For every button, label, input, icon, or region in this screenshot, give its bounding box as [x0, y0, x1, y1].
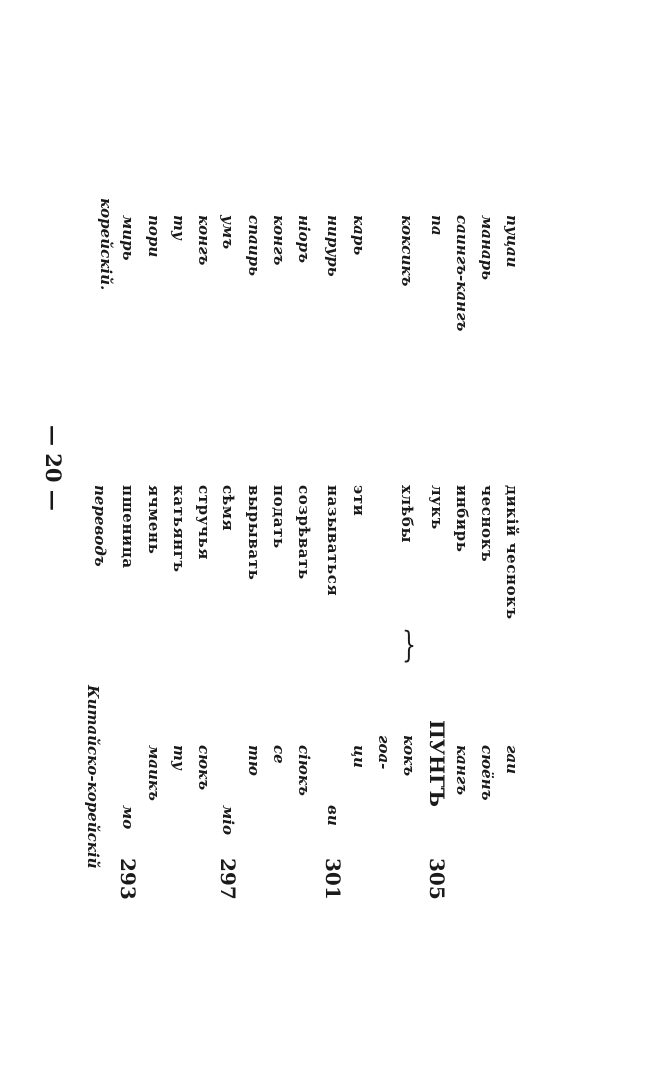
- chinese-korean-word: се: [270, 745, 288, 764]
- korean-word: ніоръ: [295, 215, 313, 264]
- russian-translation: чеснокъ: [478, 485, 496, 563]
- korean-word: конгъ: [270, 215, 288, 266]
- chinese-korean-word: міо: [219, 805, 237, 835]
- chinese-korean-word: тю: [245, 745, 263, 776]
- russian-translation: сѣмя: [219, 485, 237, 532]
- chinese-korean-word: ци: [350, 745, 368, 768]
- russian-translation: называться: [324, 485, 342, 597]
- russian-translation: дикій чеснокъ: [503, 485, 521, 620]
- russian-translation: подать: [270, 485, 288, 549]
- chinese-korean-word: ПУНГЪ: [425, 720, 449, 807]
- entry-number: 301: [321, 858, 345, 900]
- chinese-korean-word: кокъ: [400, 735, 418, 777]
- russian-translation: стручья: [195, 485, 213, 560]
- entry-number: 305: [425, 858, 449, 900]
- entry-number: 297: [216, 858, 240, 900]
- korean-word: конгъ: [195, 215, 213, 266]
- korean-word: манарь: [478, 215, 496, 281]
- russian-translation: ячмень: [145, 485, 163, 555]
- chinese-korean-word: ви: [324, 805, 342, 826]
- korean-word: па: [428, 215, 446, 236]
- russian-translation: хлѣбы: [398, 485, 416, 544]
- korean-word: пори: [145, 215, 163, 258]
- chinese-korean-word: сюкъ: [195, 745, 213, 791]
- russian-translation: пшеница: [119, 485, 137, 569]
- russian-translation: инбирь: [453, 485, 471, 553]
- chinese-korean-word: ту: [170, 745, 188, 770]
- korean-word: спаирь: [245, 215, 263, 277]
- chinese-korean-word: сіюкъ: [295, 745, 313, 796]
- korean-word: карь: [350, 215, 368, 256]
- header-korean: корейскій.: [97, 198, 115, 291]
- chinese-korean-word: мо: [119, 805, 137, 830]
- chinese-korean-word: кангъ: [453, 745, 471, 796]
- korean-word: умъ: [219, 215, 237, 250]
- korean-word: коксикъ: [398, 215, 416, 287]
- russian-translation: эти: [350, 485, 368, 517]
- chinese-korean-word: гаи: [503, 745, 521, 775]
- korean-word: мирь: [119, 215, 137, 261]
- korean-word: пуцаи: [503, 215, 521, 268]
- entry-number: 293: [116, 858, 140, 900]
- header-translation: переводъ: [91, 485, 109, 567]
- chinese-korean-word: гоа-: [375, 735, 393, 770]
- korean-word: нирурь: [324, 215, 342, 277]
- korean-word: саингъ-кангъ: [453, 215, 471, 332]
- russian-translation: вырывать: [245, 485, 263, 581]
- page-number: — 20 —: [41, 425, 66, 511]
- korean-word: ту: [170, 215, 188, 240]
- russian-translation: катьянгъ: [170, 485, 188, 573]
- grouping-brace: }: [402, 626, 416, 667]
- chinese-korean-word: маикъ: [145, 745, 163, 801]
- header-chinese-korean: Китайско-корейскій: [84, 685, 102, 869]
- chinese-korean-word: сюёнъ: [478, 745, 496, 801]
- russian-translation: созрѣвать: [295, 485, 313, 580]
- russian-translation: лукъ: [428, 485, 446, 530]
